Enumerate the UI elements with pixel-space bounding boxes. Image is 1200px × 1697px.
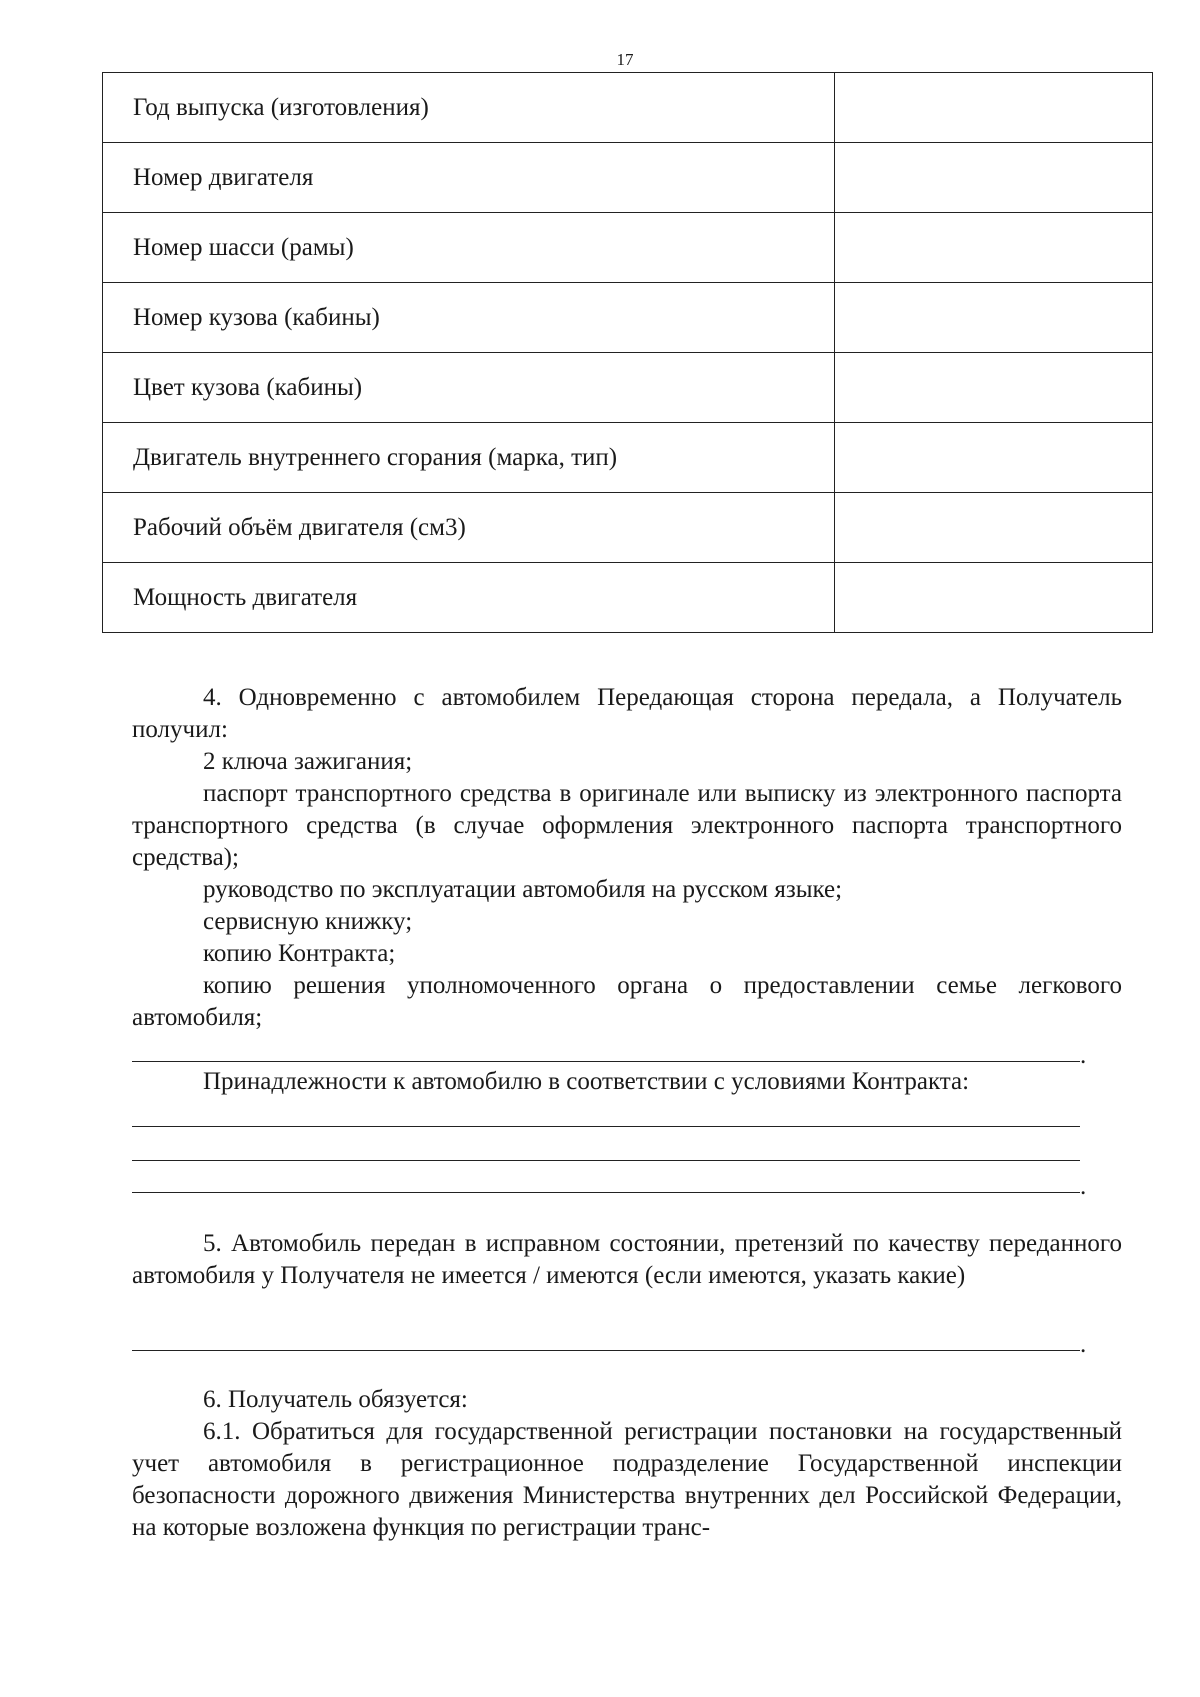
- spec-value-cell[interactable]: [835, 493, 1153, 563]
- line-end-dot: .: [1080, 1173, 1087, 1200]
- spec-row: [103, 213, 1153, 283]
- spec-label: Цвет кузова (кабины): [103, 353, 835, 423]
- spec-row: [103, 73, 1153, 143]
- spec-row: [103, 283, 1153, 353]
- spec-label: Год выпуска (изготовления): [103, 73, 835, 143]
- spec-value-cell[interactable]: [835, 353, 1153, 423]
- fill-line: [132, 1192, 1080, 1193]
- spec-value-cell[interactable]: [835, 283, 1153, 353]
- fill-line: [132, 1160, 1080, 1161]
- spec-row: [103, 563, 1153, 633]
- vehicle-spec-table: [102, 72, 1153, 633]
- vehicle-spec-table-body: [103, 73, 1153, 633]
- accessories-label: Принадлежности к автомобилю в соответствии с условиями Контракта:: [203, 1068, 970, 1095]
- spec-row: [103, 493, 1153, 563]
- spec-value-cell[interactable]: [835, 143, 1153, 213]
- fill-line: [132, 1126, 1080, 1127]
- spec-value-cell[interactable]: [835, 73, 1153, 143]
- spec-label: Номер шасси (рамы): [103, 213, 835, 283]
- spec-row: [103, 143, 1153, 213]
- fill-line: [132, 1350, 1080, 1351]
- section-4-item: сервисную книжку;: [203, 908, 413, 935]
- spec-value-cell[interactable]: [835, 213, 1153, 283]
- spec-label: Номер двигателя: [103, 143, 835, 213]
- spec-value-cell[interactable]: [835, 423, 1153, 493]
- section-4-item: копию Контракта;: [203, 940, 396, 967]
- section-6-1-text: 6.1. Обратиться для государственной регистрации постановки на государственный учет автомобиля в регистрационное подразделение Государственной инспекции безопасности дорожного движения Министерства внутренних дел Российской Федерации, на которые возложена функция по регистрации транс-: [132, 1418, 1122, 1541]
- section-4-item: паспорт транспортного средства в оригинале или выписку из электронного паспорта транспортного средства (в случае оформления электронного паспорта транспортного средства);: [132, 780, 1122, 871]
- section-5-text: 5. Автомобиль передан в исправном состоянии, претензий по качеству переданного автомобиля у Получателя не имеется / имеются (если имеются, указать какие): [132, 1230, 1122, 1289]
- spec-label: Рабочий объём двигателя (см3): [103, 493, 835, 563]
- spec-label: Двигатель внутреннего сгорания (марка, тип): [103, 423, 835, 493]
- page-number: 17: [616, 50, 634, 69]
- line-end-dot: .: [1080, 1331, 1087, 1358]
- section-4-item: 2 ключа зажигания;: [203, 748, 413, 775]
- section-4-item: копию решения уполномоченного органа о предоставлении семье легкового автомобиля;: [132, 972, 1122, 1031]
- spec-label: Номер кузова (кабины): [103, 283, 835, 353]
- spec-value-cell[interactable]: [835, 563, 1153, 633]
- fill-line: [132, 1061, 1080, 1062]
- section-4-item: руководство по эксплуатации автомобиля на русском языке;: [203, 876, 843, 903]
- spec-row: [103, 423, 1153, 493]
- section-6-heading: 6. Получатель обязуется:: [203, 1386, 468, 1413]
- section-4-intro: 4. Одновременно с автомобилем Передающая сторона передала, а Получатель получил:: [132, 684, 1122, 743]
- line-end-dot: .: [1080, 1042, 1087, 1069]
- spec-row: [103, 353, 1153, 423]
- spec-label: Мощность двигателя: [103, 563, 835, 633]
